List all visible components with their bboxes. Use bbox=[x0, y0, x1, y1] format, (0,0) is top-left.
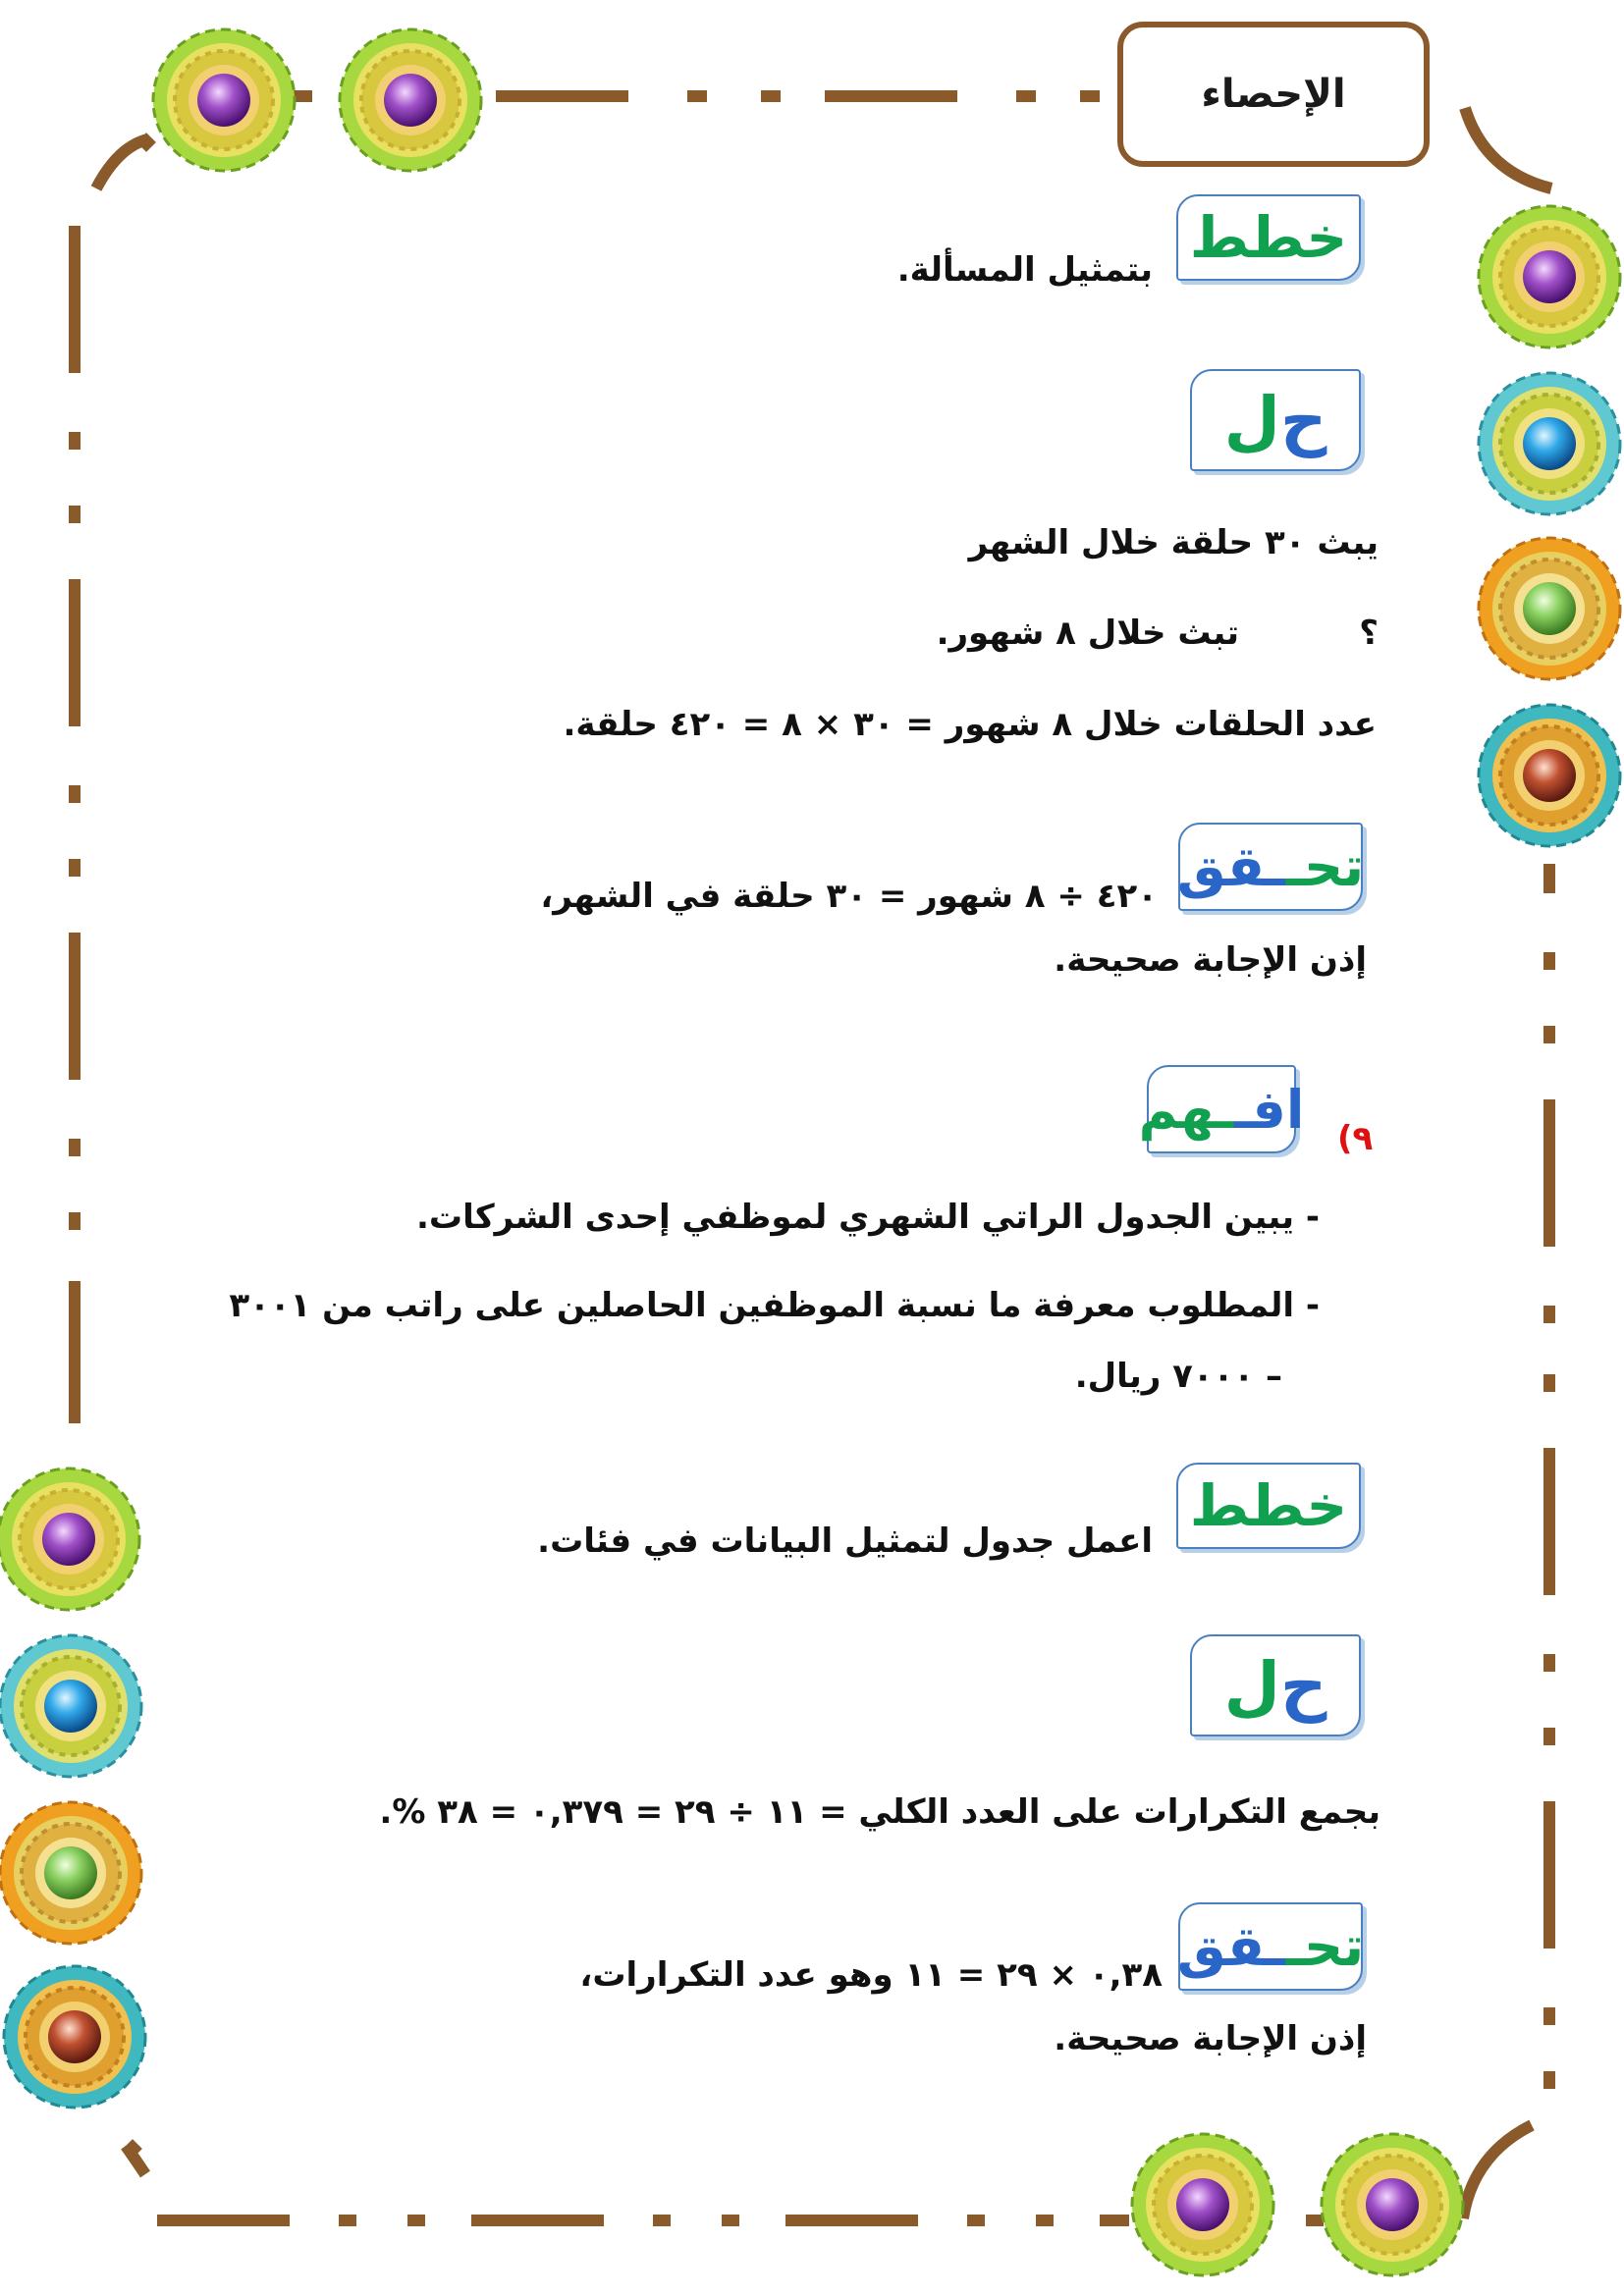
section2-bullet1: - يبين الجدول الراتي الشهري لموظفي إحدى الشركات. bbox=[416, 1198, 1320, 1237]
section1-plan-text: بتمثيل المسألة. bbox=[896, 250, 1153, 290]
section1-line1: يبث ٣٠ حلقة خلال الشهر bbox=[968, 523, 1379, 562]
solve-label-part1: ح bbox=[1279, 382, 1327, 458]
section1-line3: عدد الحلقات خلال ٨ شهور = ٣٠ × ٨ = ٤٢٠ حلقة. bbox=[563, 705, 1377, 744]
section2-bullet2b: – ٧٠٠٠ ريال. bbox=[1074, 1357, 1282, 1396]
check-label-part2: ـقق bbox=[1176, 834, 1285, 899]
solve-label-1 bbox=[1190, 369, 1361, 471]
section2-plan-text: اعمل جدول لتمثيل البيانات في فئات. bbox=[537, 1522, 1153, 1561]
section1-line2: تبث خلال ٨ شهور. bbox=[936, 614, 1239, 653]
section2-check-line1: ٠,٣٨ × ٢٩ = ١١ وهو عدد التكرارات، bbox=[579, 1955, 1163, 1995]
solve-label-part2: ل bbox=[1223, 1647, 1280, 1724]
section2-solve-line: بجمع التكرارات على العدد الكلي = ١١ ÷ ٢٩ = ٠,٣٧٩ = ٣٨ %. bbox=[379, 1792, 1380, 1832]
understand-label-part2: ـهم bbox=[1138, 1078, 1234, 1141]
plan-label-1 bbox=[1176, 194, 1361, 281]
section2-check-line2: إذن الإجابة صحيحة. bbox=[1054, 2019, 1367, 2058]
page-title: الإحصاء bbox=[1201, 72, 1346, 117]
section1-line2-mark: ؟ bbox=[1359, 614, 1379, 653]
understand-label-part1: افـ bbox=[1233, 1078, 1305, 1141]
section2-bullet2a: - المطلوب معرفة ما نسبة الموظفين الحاصلين على راتب من ٣٠٠١ bbox=[229, 1286, 1320, 1325]
plan-label-text: خطط bbox=[1189, 204, 1348, 271]
plan-label-text: خطط bbox=[1189, 1472, 1348, 1539]
section1-check-line2: إذن الإجابة صحيحة. bbox=[1054, 940, 1367, 980]
solve-label-part1: ح bbox=[1279, 1647, 1327, 1724]
check-label-part1: تحـ bbox=[1284, 834, 1365, 899]
check-label-part2: ـقق bbox=[1176, 1914, 1285, 1979]
check-label-1 bbox=[1178, 823, 1363, 911]
plan-label-2 bbox=[1176, 1463, 1361, 1549]
title-box bbox=[1117, 22, 1430, 167]
understand-label bbox=[1138, 1065, 1305, 1153]
section1-check-line1: ٤٢٠ ÷ ٨ شهور = ٣٠ حلقة في الشهر، bbox=[540, 877, 1158, 916]
question-number: ٩) bbox=[1337, 1119, 1374, 1158]
check-label-part1: تحـ bbox=[1284, 1914, 1365, 1979]
solve-label-part2: ل bbox=[1223, 382, 1280, 458]
check-label-2 bbox=[1178, 1902, 1363, 1991]
solve-label-2 bbox=[1190, 1634, 1361, 1736]
